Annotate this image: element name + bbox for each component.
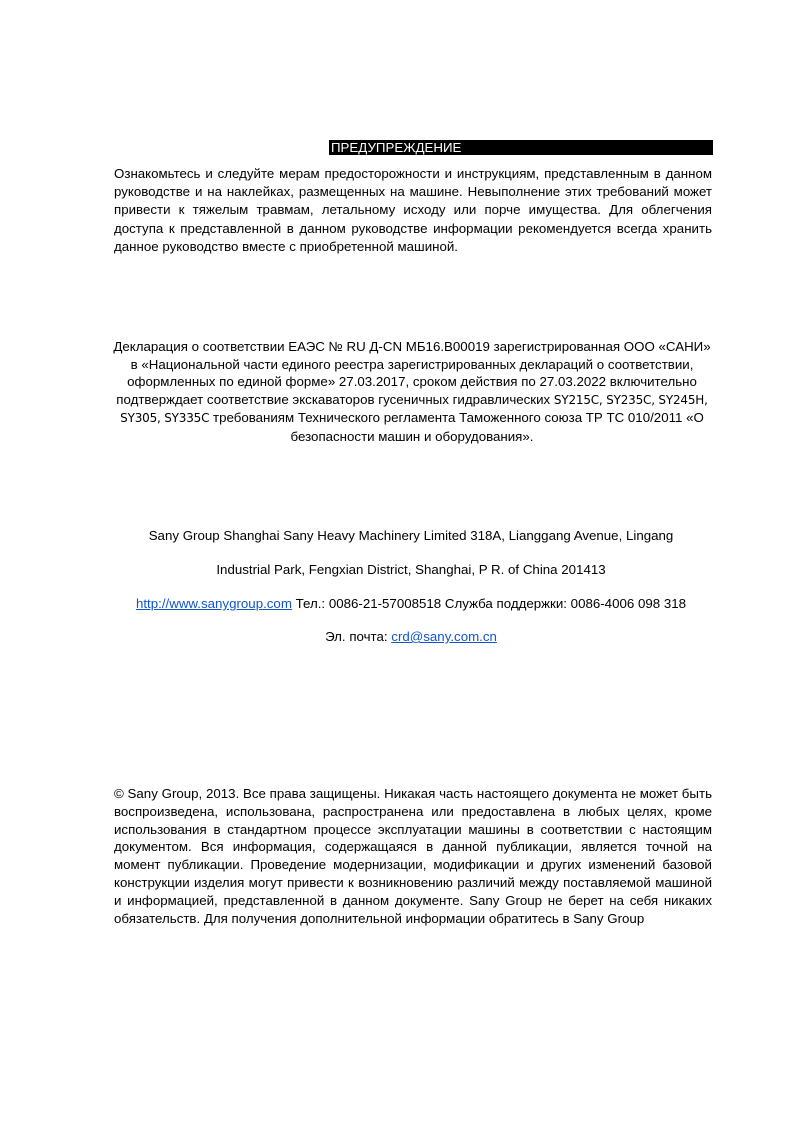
- contact-line: [96, 596, 726, 612]
- warning-title: ПРЕДУПРЕЖДЕНИЕ: [329, 140, 713, 155]
- phone-label: Тел.:: [295, 596, 326, 611]
- declaration-of-conformity: [112, 338, 712, 446]
- company-address-line-2: Industrial Park, Fengxian District, Shanghai, P R. of China 201413: [216, 562, 606, 577]
- phone-number: 0086-21-57008518: [328, 596, 442, 611]
- company-address-line-1: Sany Group Shanghai Sany Heavy Machinery Limited 318A, Lianggang Avenue, Lingang: [148, 528, 674, 543]
- excavator-models: SY215C, SY235C, SY245H, SY305, SY335C: [120, 392, 708, 426]
- declaration-text-after: требованиям Технического регламента Таможенного союза ТР ТС 010/2011 «О безопасности машин и оборудования».: [212, 410, 704, 444]
- copyright-notice: © Sany Group, 2013. Все права защищены. Никакая часть настоящего документа не может быть воспроизведена, использована, распространена или предоставлена в любых целях, кроме использования в стандартном процессе эксплуатации машины в соответствии с настоящим документом. Вся информация, содержащаяся в данной публикации, является точной на момент публикации. Проведение модернизации, модификации и других изменений базовой конструкции изделия могут привести к возникновению различий между поставляемой машиной и информацией, представленной в данном документе. Sany Group не берет на себя никаких обязательств. Для получения дополнительной информации обратитесь в Sany Group: [114, 786, 712, 926]
- support-label: Служба поддержки:: [444, 596, 567, 611]
- declaration-text-before: Декларация о соответствии ЕАЭС № RU Д-CN МБ16.В00019 зарегистрированная ООО «САНИ» в «Национальной части единого реестра зарегистрированных деклараций о соответствии, оформленных по единой форме» 27.03.2017, сроком действия по 27.03.2022 включительно подтверждает соответствие экскаваторов гусеничных гидравлических: [113, 339, 711, 407]
- warning-text: Ознакомьтесь и следуйте мерам предосторожности и инструкциям, представленным в данном руководстве и на наклейках, размещенных на машине. Невыполнение этих требований может привести к тяжелым травмам, летальному исходу или порче имущества. Для облегчения доступа к представленной в данном руководстве информации рекомендуется всегда хранить данное руководство вместе с приобретенной машиной.: [114, 166, 712, 254]
- email-line: [96, 629, 726, 645]
- website-link[interactable]: http://www.sanygroup.com: [135, 596, 292, 611]
- email-label: Эл. почта:: [325, 629, 388, 644]
- email-link[interactable]: crd@sany.com.cn: [391, 629, 497, 644]
- support-phone: 0086-4006 098 318: [570, 596, 687, 611]
